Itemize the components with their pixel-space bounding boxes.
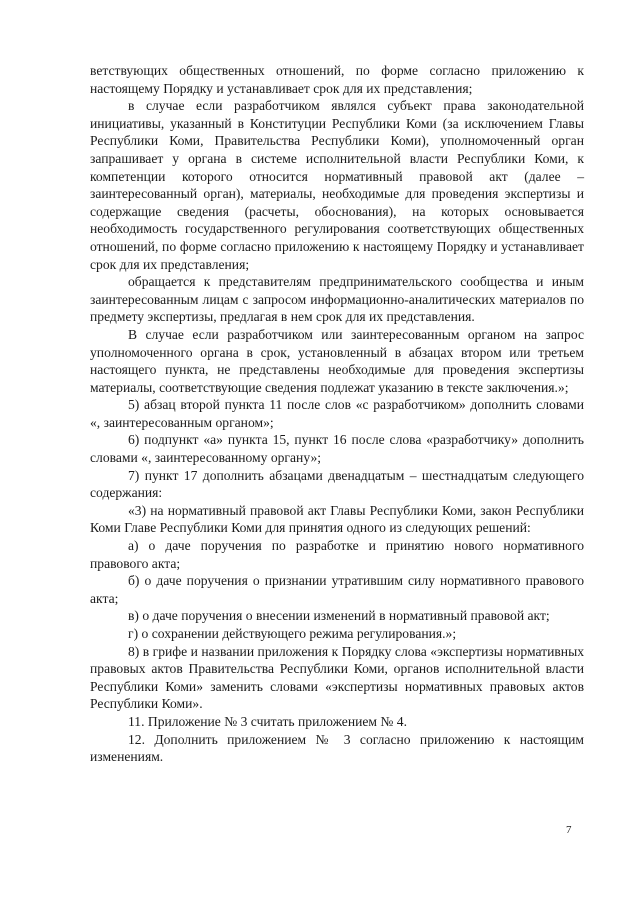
paragraph-item-11: 11. Приложение № 3 считать приложением № 4. bbox=[128, 713, 407, 729]
paragraph-subitem-v: в) о даче поручения о внесении изменений в нормативный правовой акт; bbox=[128, 608, 550, 624]
paragraph-item-5: 5) абзац второй пункта 11 после слов «с разработчиком» дополнить словами «, заинтересованным органом»; bbox=[90, 397, 584, 430]
paragraph-item-3-quote: «3) на нормативный правовой акт Главы Республики Коми, закон Республики Коми Главе Республики Коми для принятия одного из следующих решений: bbox=[90, 502, 584, 536]
paragraph-subitem-g: г) о сохранении действующего режима регулирования.»; bbox=[128, 626, 457, 641]
document-body bbox=[90, 62, 584, 766]
paragraph-subitem-a: а) о даче поручения по разработке и принятию нового нормативного правового акта; bbox=[90, 538, 584, 571]
paragraph-subitem-b: б) о даче поручения о признании утратившим силу нормативного правового акта; bbox=[90, 573, 584, 606]
paragraph-missing-materials: В случае если разработчиком или заинтересованным органом на запрос уполномоченного органа в срок, установленный в абзацах втором или третьем настоящего пункта, не представлены необходимые для проведения экспертизы материалы, соответствующие сведения подлежат указанию в тексте заключения.»; bbox=[90, 326, 584, 395]
page-number: 7 bbox=[566, 824, 572, 836]
paragraph-item-8: 8) в грифе и названии приложения к Порядку слова «экспертизы нормативных правовых актов Правительства Республики Коми, органов исполнительной власти Республики Коми» заменить словами «экспертизы нормативных правовых актов Республики Коми». bbox=[90, 643, 584, 712]
paragraph-item-7: 7) пункт 17 дополнить абзацами двенадцатым – шестнадцатым следующего содержания: bbox=[90, 467, 584, 501]
paragraph-business-community: обращается к представителям предпринимательского сообщества и иным заинтересованным лицам с запросом информационно-аналитических материалов по предмету экспертизы, предлагая в нем срок для их представления. bbox=[90, 274, 584, 325]
paragraph-item-6: 6) подпункт «а» пункта 15, пункт 16 после слова «разработчику» дополнить словами «, заинтересованному органу»; bbox=[90, 432, 584, 466]
paragraph-continuation: ветствующих общественных отношений, по форме согласно приложению к настоящему Порядку и устанавливает срок для их представления; bbox=[90, 63, 584, 96]
paragraph-initiative-subject: в случае если разработчиком являлся субъект права законодательной инициативы, указанный в Конституции Республики Коми (за исключением Главы Республики Коми, Правительства Республики Коми), уполномоченный орган запрашивает у органа в системе исполнительной власти Республики Коми, к компетенции которого относится нормативный правовой акт (далее – заинтересованный орган), материалы, необходимые для проведения экспертизы и содержащие сведения (расчеты, обоснования), на которых основывается необходимость государственного регулирования соответствующих общественных отношений, по форме согласно приложению к настоящему Порядку и устанавливает срок для их представления; bbox=[90, 98, 584, 272]
paragraph-item-12: 12. Дополнить приложением № 3 согласно приложению к настоящим изменениям. bbox=[90, 731, 584, 765]
